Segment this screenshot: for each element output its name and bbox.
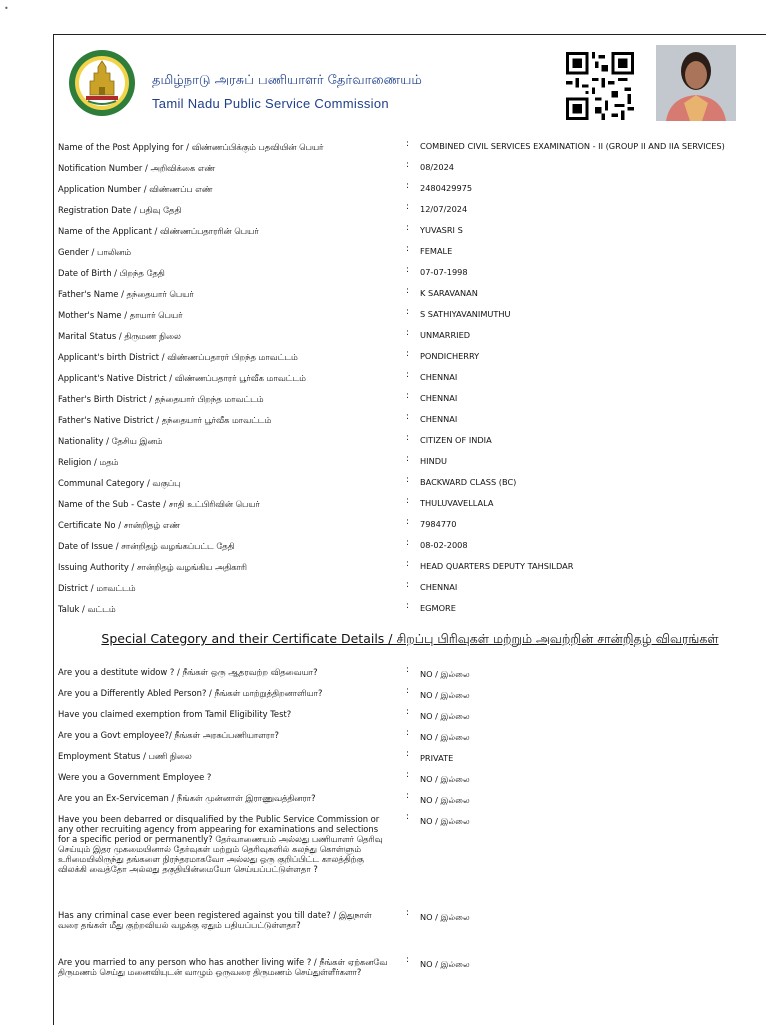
detail-row <box>58 910 758 957</box>
field-label: Were you a Government Employee ? <box>58 772 212 782</box>
separator-colon: : <box>406 286 410 296</box>
detail-row <box>58 309 758 330</box>
detail-row <box>58 141 758 162</box>
detail-row <box>58 730 758 751</box>
field-label: Name of the Applicant / விண்ணப்பதாரரின் பெயர் <box>58 226 259 236</box>
separator-colon: : <box>406 433 410 443</box>
separator-colon: : <box>406 454 410 464</box>
field-label: Gender / பாலினம் <box>58 247 132 257</box>
field-label: Have you been debarred or disqualified by the Public Service Commission or any other recruiting agency from appearing for examinations and selections for a specific period or permanently? தேர்வாணையம் அல்லது பணியாளர் தெரிவு செய்யும் இதர முகமையினால் தேர்வுகள் மற்றும் தெரிவுகளில் கலந்து கொள்ளும் உரிமையிலிருந்து தங்களை நிரந்தரமாகவோ அல்லது ஒரு குறிப்பிட்ட காலத்திற்கு விலக்கி வைத்தோ அல்லது தகுதியின்மையோ செய்யப்பட்டுள்ளதா ? <box>58 814 383 874</box>
separator-colon: : <box>406 202 410 212</box>
field-value: K SARAVANAN <box>420 288 478 298</box>
detail-row <box>58 751 758 772</box>
special-category-list <box>58 667 758 997</box>
field-value: CHENNAI <box>420 393 458 403</box>
separator-colon: : <box>406 812 410 822</box>
field-label: Name of the Post Applying for / விண்ணப்பிக்கும் பதவியின் பெயர் <box>58 142 324 152</box>
field-value: PONDICHERRY <box>420 351 480 361</box>
field-value: 12/07/2024 <box>420 204 468 214</box>
separator-colon: : <box>406 244 410 254</box>
qr-code <box>566 51 634 121</box>
field-label: Are you married to any person who has another living wife ? / நீங்கள் ஏற்கனவே திருமணம் செய்து மனைவியுடன் வாழும் ஒருவரை திருமணம் செய்துள்ளீர்களா? <box>58 957 388 977</box>
applicant-photo <box>656 45 736 121</box>
separator-colon: : <box>406 665 410 675</box>
field-value: COMBINED CIVIL SERVICES EXAMINATION - II (GROUP II AND IIA SERVICES) <box>420 141 725 151</box>
field-label: Date of Issue / சான்றிதழ் வழங்கப்பட்ட தேதி <box>58 541 235 551</box>
detail-row <box>58 246 758 267</box>
separator-colon: : <box>406 686 410 696</box>
special-category-section-title: Special Category and their Certificate Details / சிறப்பு பிரிவுகள் மற்றும் அவற்றின் சான்றிதழ் விவரங்கள் <box>101 631 719 646</box>
commission-title-tamil: தமிழ்நாடு அரசுப் பணியாளர் தேர்வாணையம் <box>152 73 422 88</box>
field-value: HINDU <box>420 456 447 466</box>
separator-colon: : <box>406 728 410 738</box>
separator-colon: : <box>406 538 410 548</box>
commission-title-english: Tamil Nadu Public Service Commission <box>152 96 389 111</box>
tnpsc-emblem-logo <box>68 49 136 117</box>
separator-colon: : <box>406 517 410 527</box>
field-value: PRIVATE <box>420 753 454 763</box>
detail-row <box>58 267 758 288</box>
detail-row <box>58 688 758 709</box>
field-label: Employment Status / பணி நிலை <box>58 751 192 761</box>
detail-row <box>58 414 758 435</box>
separator-colon: : <box>406 496 410 506</box>
field-value: NO / இல்லை <box>420 912 470 922</box>
field-value: CHENNAI <box>420 414 458 424</box>
separator-colon: : <box>406 391 410 401</box>
field-label: Father's Native District / தந்தையார் பூர்வீக மாவட்டம் <box>58 415 272 425</box>
field-label: Have you claimed exemption from Tamil Eligibility Test? <box>58 709 292 719</box>
field-label: Communal Category / வகுப்பு <box>58 478 181 488</box>
separator-colon: : <box>406 749 410 759</box>
separator-colon: : <box>406 370 410 380</box>
detail-row <box>58 225 758 246</box>
header <box>68 45 758 131</box>
detail-row <box>58 162 758 183</box>
field-value: NO / இல்லை <box>420 795 470 805</box>
field-value: THULUVAVELLALA <box>420 498 494 508</box>
field-value: S SATHIYAVANIMUTHU <box>420 309 511 319</box>
application-form <box>53 34 766 1025</box>
field-value: CHENNAI <box>420 372 458 382</box>
detail-row <box>58 709 758 730</box>
detail-row <box>58 351 758 372</box>
field-label: Are you an Ex-Serviceman / நீங்கள் முன்னாள் இராணுவத்தினரா? <box>58 793 316 803</box>
detail-row <box>58 498 758 519</box>
field-label: Mother's Name / தாயார் பெயர் <box>58 310 183 320</box>
detail-row <box>58 561 758 582</box>
separator-colon: : <box>406 265 410 275</box>
field-value: 08/2024 <box>420 162 455 172</box>
separator-colon: : <box>406 707 410 717</box>
separator-colon: : <box>406 559 410 569</box>
field-label: Are you a Govt employee?/ நீங்கள் அரசுப்பணியாளரா? <box>58 730 279 740</box>
separator-colon: : <box>406 601 410 611</box>
field-label: Has any criminal case ever been registered against you till date? / இதுநாள் வரை தங்கள் மீது குற்றவியல் வழக்கு ஏதும் பதியப்பட்டுள்ளதா? <box>58 910 372 930</box>
detail-row <box>58 393 758 414</box>
separator-colon: : <box>406 580 410 590</box>
field-label: Registration Date / பதிவு தேதி <box>58 205 182 215</box>
field-label: Applicant's birth District / விண்ணப்பதாரர் பிறந்த மாவட்டம் <box>58 352 298 362</box>
separator-colon: : <box>406 475 410 485</box>
field-value: 08-02-2008 <box>420 540 468 550</box>
detail-row <box>58 456 758 477</box>
separator-colon: : <box>406 328 410 338</box>
separator-colon: : <box>406 223 410 233</box>
detail-row <box>58 519 758 540</box>
separator-colon: : <box>406 181 410 191</box>
field-label: Taluk / வட்டம் <box>58 604 116 614</box>
field-label: Father's Birth District / தந்தையார் பிறந்த மாவட்டம் <box>58 394 264 404</box>
field-value: 2480429975 <box>420 183 473 193</box>
field-label: Date of Birth / பிறந்த தேதி <box>58 268 165 278</box>
field-value: NO / இல்லை <box>420 774 470 784</box>
detail-row <box>58 288 758 309</box>
field-value: 7984770 <box>420 519 457 529</box>
detail-row <box>58 603 758 624</box>
detail-row <box>58 667 758 688</box>
detail-row <box>58 814 758 910</box>
field-value: 07-07-1998 <box>420 267 468 277</box>
field-value: HEAD QUARTERS DEPUTY TAHSILDAR <box>420 561 574 571</box>
detail-row <box>58 183 758 204</box>
personal-details-list <box>58 141 758 624</box>
field-value: NO / இல்லை <box>420 732 470 742</box>
field-label: Religion / மதம் <box>58 457 119 467</box>
field-value: CITIZEN OF INDIA <box>420 435 492 445</box>
detail-row <box>58 540 758 561</box>
field-value: BACKWARD CLASS (BC) <box>420 477 517 487</box>
field-label: Nationality / தேசிய இனம் <box>58 436 163 446</box>
field-value: NO / இல்லை <box>420 669 470 679</box>
field-value: UNMARRIED <box>420 330 471 340</box>
detail-row <box>58 582 758 603</box>
separator-colon: : <box>406 307 410 317</box>
separator-colon: : <box>406 770 410 780</box>
field-value: NO / இல்லை <box>420 690 470 700</box>
detail-row <box>58 435 758 456</box>
separator-colon: : <box>406 908 410 918</box>
detail-row <box>58 477 758 498</box>
field-label: District / மாவட்டம் <box>58 583 136 593</box>
detail-row <box>58 372 758 393</box>
field-label: Are you a destitute widow ? / நீங்கள் ஒரு ஆதரவற்ற விதவையா? <box>58 667 318 677</box>
separator-colon: : <box>406 955 410 965</box>
field-label: Name of the Sub - Caste / சாதி உட்பிரிவின் பெயர் <box>58 499 260 509</box>
separator-colon: : <box>406 791 410 801</box>
detail-row <box>58 957 758 997</box>
field-value: NO / இல்லை <box>420 816 470 826</box>
separator-colon: : <box>406 160 410 170</box>
field-value: EGMORE <box>420 603 456 613</box>
separator-colon: : <box>406 139 410 149</box>
field-value: NO / இல்லை <box>420 711 470 721</box>
field-label: Application Number / விண்ணப்ப எண் <box>58 184 213 194</box>
detail-row <box>58 793 758 814</box>
field-label: Certificate No / சான்றிதழ் எண் <box>58 520 181 530</box>
field-label: Father's Name / தந்தையார் பெயர் <box>58 289 194 299</box>
field-value: NO / இல்லை <box>420 959 470 969</box>
corner-mark: • <box>4 4 9 13</box>
field-label: Marital Status / திருமண நிலை <box>58 331 181 341</box>
separator-colon: : <box>406 412 410 422</box>
field-label: Issuing Authority / சான்றிதழ் வழங்கிய அதிகாரி <box>58 562 247 572</box>
field-label: Notification Number / அறிவிக்கை எண் <box>58 163 216 173</box>
separator-colon: : <box>406 349 410 359</box>
field-label: Are you a Differently Abled Person? / நீங்கள் மாற்றுத்திறனாளியா? <box>58 688 323 698</box>
detail-row <box>58 330 758 351</box>
field-value: YUVASRI S <box>420 225 463 235</box>
detail-row <box>58 772 758 793</box>
field-label: Applicant's Native District / விண்ணப்பதாரர் பூர்வீக மாவட்டம் <box>58 373 306 383</box>
detail-row <box>58 204 758 225</box>
field-value: FEMALE <box>420 246 453 256</box>
field-value: CHENNAI <box>420 582 458 592</box>
